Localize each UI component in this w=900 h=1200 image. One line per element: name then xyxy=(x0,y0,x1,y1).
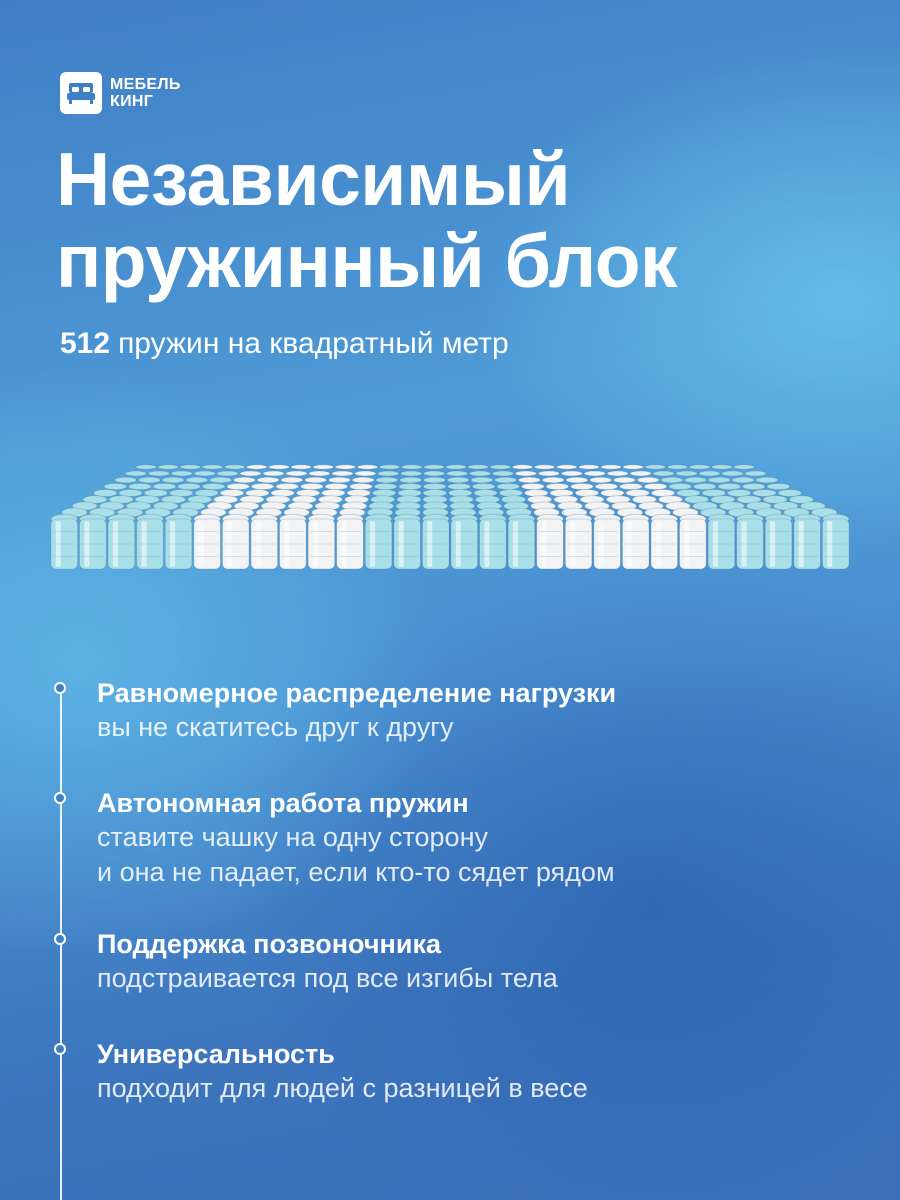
bullet-dot xyxy=(54,792,66,804)
feature-description-line: и она не падает, если кто-то сядет рядом xyxy=(97,857,615,887)
spring-block-image xyxy=(40,455,860,595)
feature-description xyxy=(97,1071,588,1106)
feature-title: Поддержка позвоночника xyxy=(97,929,441,959)
page-title-line2: пружинный блок xyxy=(56,219,678,303)
feature-title: Универсальность xyxy=(97,1039,335,1069)
brand-name-line2: КИНГ xyxy=(110,93,154,110)
brand-name-line1: МЕБЕЛЬ xyxy=(110,76,181,93)
timeline-line xyxy=(60,693,62,1200)
feature-description xyxy=(97,710,616,745)
feature-title: Автономная работа пружин xyxy=(97,788,469,818)
spring-count: 512 xyxy=(60,327,111,360)
feature-description-line: подходит для людей с разницей в весе xyxy=(97,1073,588,1103)
feature-description xyxy=(97,820,615,890)
page-title-line1: Независимый xyxy=(56,137,571,221)
feature-description xyxy=(97,961,558,996)
feature-title: Равномерное распределение нагрузки xyxy=(97,678,617,708)
subtitle xyxy=(60,326,509,362)
feature-item xyxy=(97,676,616,745)
page-title xyxy=(56,138,677,302)
feature-item xyxy=(97,786,615,890)
feature-item xyxy=(97,927,558,996)
bullet-dot xyxy=(54,1043,66,1055)
subtitle-text: пружин на квадратный метр xyxy=(118,327,509,360)
bed-icon xyxy=(60,72,102,114)
bullet-dot xyxy=(54,933,66,945)
brand-logo xyxy=(60,72,181,114)
bullet-dot xyxy=(54,682,66,694)
feature-description-line: подстраивается под все изгибы тела xyxy=(97,963,558,993)
brand-name xyxy=(110,76,181,110)
feature-item xyxy=(97,1037,588,1106)
feature-description-line: ставите чашку на одну сторону xyxy=(97,822,488,852)
feature-description-line: вы не скатитесь друг к другу xyxy=(97,712,454,742)
